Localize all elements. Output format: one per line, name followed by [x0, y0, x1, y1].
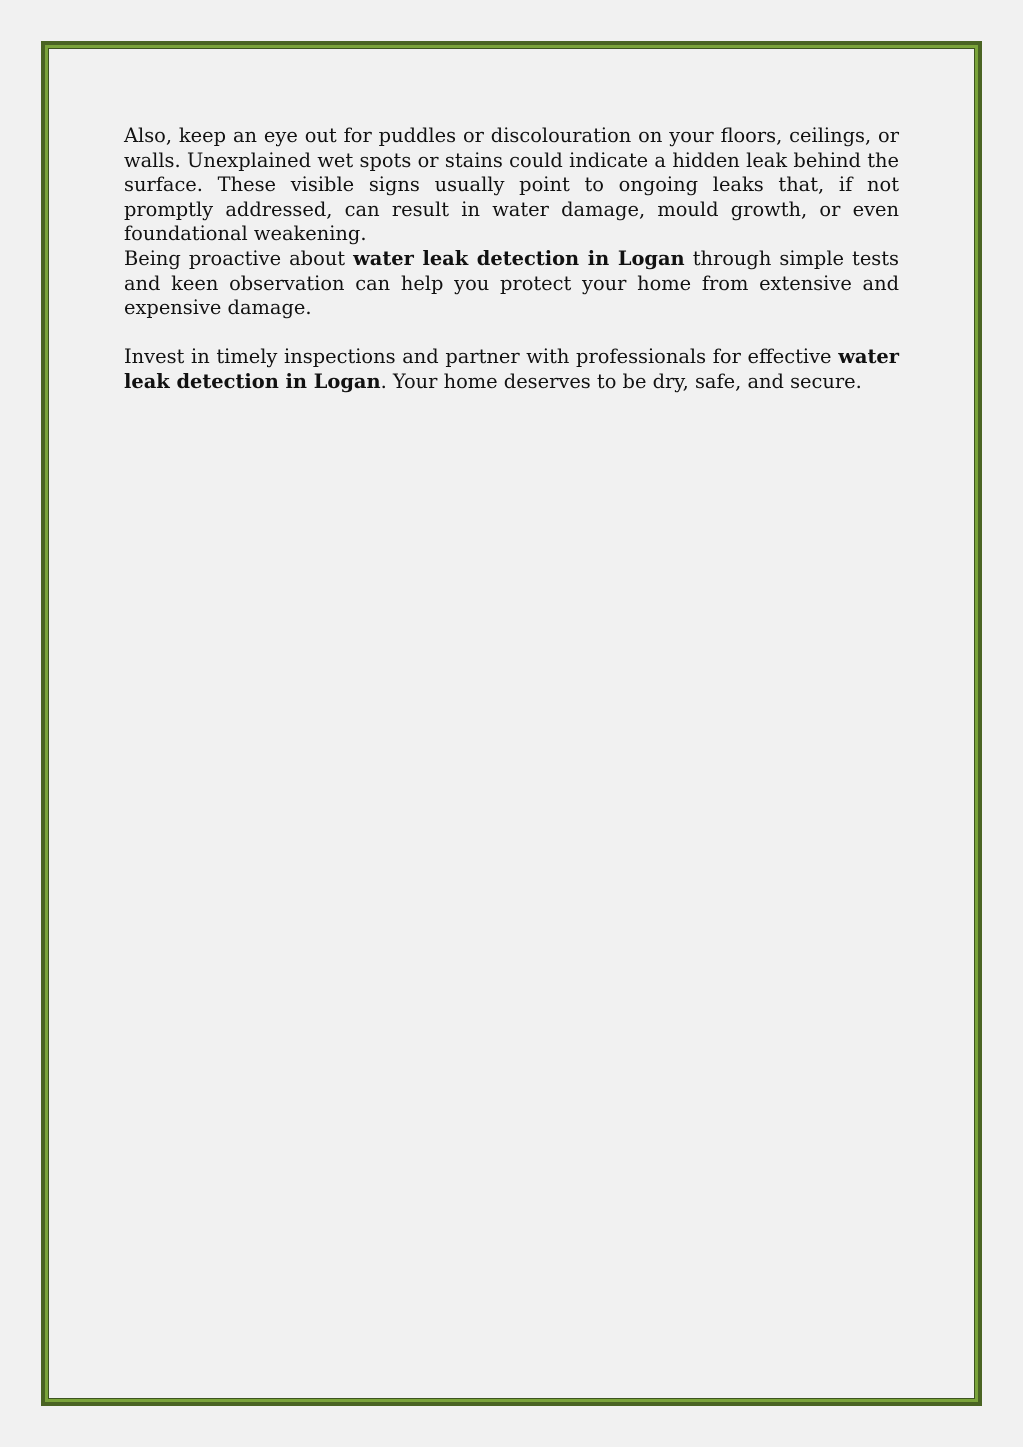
paragraph-being-proactive [124, 247, 899, 321]
paragraph-text: Being proactive about [124, 246, 354, 270]
paragraph-signs-of-leak [124, 124, 899, 247]
keyword-bold: water leak detection in Logan [353, 246, 685, 270]
paragraph-text: Also, keep an eye out for puddles or discolouration on your floors, ceilings, or walls. Unexplained wet spots or stains could indicate a hidden leak behind the surface. These visible signs usually point to ongoing leaks that, if not promptly addressed, can result in water damage, mould growth, or even foundational weakening. [124, 124, 899, 246]
keyword-bold: water leak detection in Logan [124, 345, 899, 393]
paragraph-text: Invest in timely inspections and partner with professionals for effective [124, 345, 839, 369]
document-body [124, 124, 899, 395]
paragraph-text: through simple tests and keen observation can help you protect your home from extensive and expensive damage. [124, 246, 899, 320]
paragraph-text: . Your home deserves to be dry, safe, and secure. [380, 369, 862, 393]
paragraph-invest [124, 345, 899, 394]
